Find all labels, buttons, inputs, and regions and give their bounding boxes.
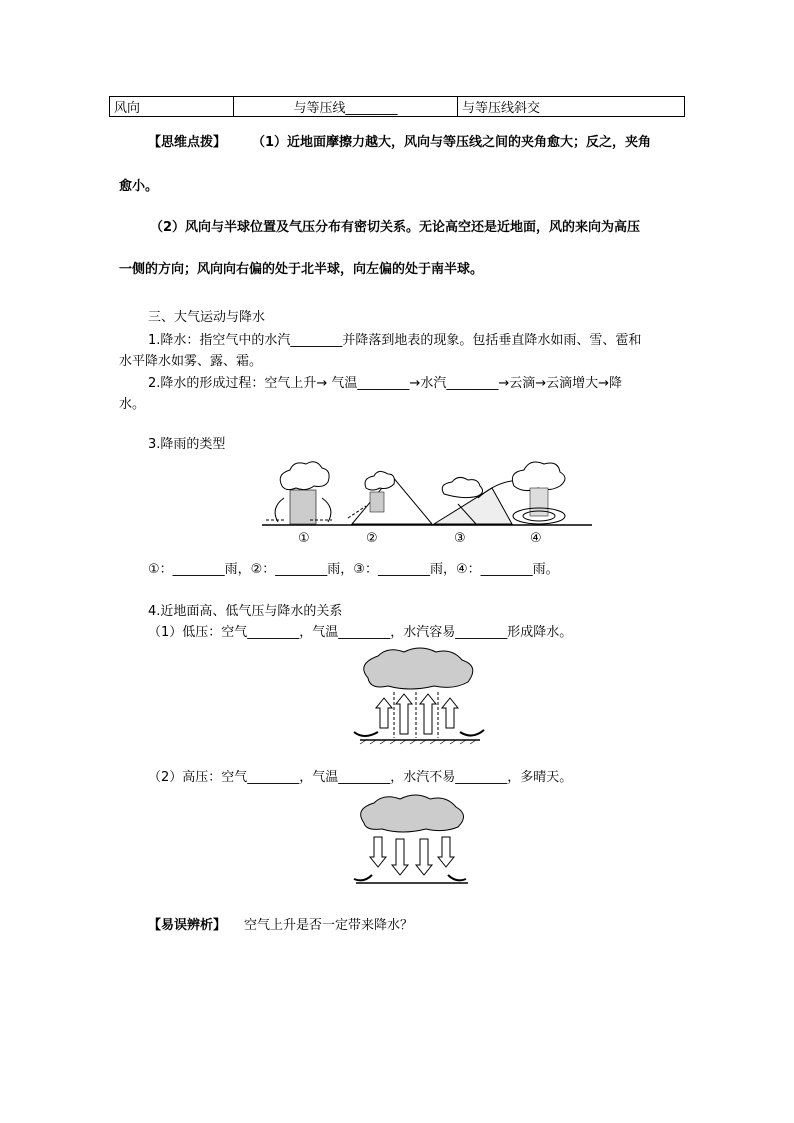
item2-line-a: 2.降水的形成过程：空气上升→ 气温________→水汽________→云滴→云滴增大→降 <box>148 376 622 391</box>
tips-paragraph-1b: 愈小。 <box>119 179 159 194</box>
rain-label-2: ② <box>366 531 378 546</box>
rain-types-diagram <box>262 458 592 546</box>
rain-label-1: ① <box>298 531 310 546</box>
item3-title: 3.降雨的类型 <box>148 437 226 452</box>
convectional-rain-icon <box>266 462 332 524</box>
frontal-rain-icon <box>434 477 522 524</box>
tips-paragraph-1a: （1）近地面摩擦力越大，风向与等压线之间的夹角愈大；反之，夹角 <box>252 135 652 150</box>
table-row <box>110 97 685 117</box>
table-cell-oblique: 与等压线斜交 <box>458 97 685 117</box>
item1-line-a: 1.降水：指空气中的水汽________并降落到地表的现象。包括垂直降水如雨、雪、雹和 <box>148 333 642 348</box>
tips-label: 【思维点拨】 <box>148 135 227 150</box>
low-pressure-line: （1）低压：空气________，气温________，水汽容易________形成降水。 <box>148 625 573 640</box>
rain-label-4: ④ <box>530 531 542 546</box>
wind-table <box>109 96 685 117</box>
orographic-rain-icon <box>348 471 432 524</box>
item4-title: 4.近地面高、低气压与降水的关系 <box>148 604 343 619</box>
item1-line-b: 水平降水如雾、露、霜。 <box>119 354 263 369</box>
rain-type-answers: ①：________雨，②：________雨，③：________雨，④：________雨。 <box>148 562 559 577</box>
high-pressure-diagram <box>352 795 472 891</box>
rain-label-3: ③ <box>454 531 466 546</box>
low-pressure-diagram <box>350 648 490 748</box>
section-title: 三、大气运动与降水 <box>148 310 266 325</box>
misconception-question: 空气上升是否一定带来降水？ <box>244 918 414 933</box>
misconception-label: 【易误辨析】 <box>148 918 227 933</box>
table-cell-parallel: 与等压线________ <box>234 97 458 117</box>
tips-paragraph-2b: 一侧的方向；风向向右偏的处于北半球，向左偏的处于南半球。 <box>119 262 484 277</box>
item2-line-b: 水。 <box>119 397 146 412</box>
typhoon-rain-icon <box>512 462 565 524</box>
high-pressure-line: （2）高压：空气________，气温________，水汽不易________，多晴天。 <box>148 770 573 785</box>
tips-paragraph-2a: （2）风向与半球位置及气压分布有密切关系。无论高空还是近地面，风的来向为高压 <box>150 220 641 235</box>
table-cell-wind: 风向 <box>110 97 234 117</box>
